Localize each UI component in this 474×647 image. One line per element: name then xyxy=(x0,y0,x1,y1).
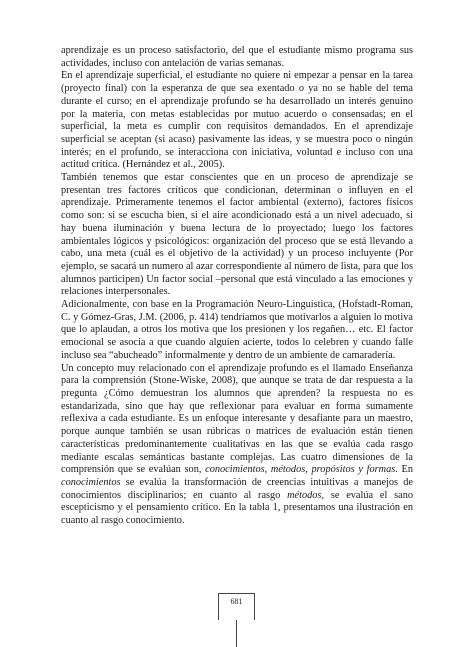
paragraph xyxy=(61,172,413,299)
italic-term: conocimientos, métodos, propósitos y formas xyxy=(205,464,396,476)
footer-rule xyxy=(236,620,237,647)
paragraph xyxy=(61,70,413,172)
paragraph-text: , se evalúa el sano escepticismo y el pensamiento crítico. En la tabla 1, presentamos una ilustración en cuanto al rasgo conocimiento. xyxy=(61,489,413,527)
paragraph-text: Un concepto muy relacionado con el aprendizaje profundo es el llamado Enseñanza para la comprensión (Stone-Wiske, 2008), que aunque se trata de dar respuesta a la pregunta ¿Cómo demuestran los alumnos que aprenden? la respuesta no es estandarizada, sino que hay que reflexionar para evaluar en forma sumamente reflexiva a cada estudiante. Es un enfoque interesante y desafiante para un maestro, porque aunque también se usan rúbricas o matrices de evaluación están tienen características predominantemente cualitativas en las que se evalúa cada rasgo mediante escalas semánticas bastante complejas. Las cuatro dimensiones de la comprensión que se evalúan son, xyxy=(61,362,413,476)
paragraph xyxy=(61,299,413,363)
italic-term: conocimientos xyxy=(61,476,121,488)
paragraph xyxy=(61,45,413,70)
paragraph-text: . En xyxy=(395,464,413,476)
paragraph-text: aprendizaje es un proceso satisfactorio, del que el estudiante mismo programa sus actividades, incluso con antelación de varias semanas. xyxy=(61,45,413,69)
document-body xyxy=(61,45,413,528)
paragraph-text: Adicionalmente, con base en la Programación Neuro-Linguística, (Hofstadt-Roman, C. y Gómez-Gras, J.M. (2006, p. 414) tendríamos que motivarlos a alguien lo motiva que lo aplaudan, a otros los motiva que los presionen y los regañen… etc. El factor emocional se asocia a que cuando alguien acierte, todos lo celebren y cuando falle incluso sea “abucheado” informalmente y dentro de un ambiente de camaradería. xyxy=(61,299,413,361)
paragraph-text: En el aprendizaje superficial, el estudiante no quiere ni empezar a pensar en la tarea (proyecto final) con la esperanza de que sea exentado o ya no se hable del tema durante el curso; en el aprendizaje profundo se ha desarrollado un interés genuino por la materia, con metas establecidas por mutuo acuerdo o consensadas; en el superficial, la meta es cumplir con requisitos demandados. En el aprendizaje superficial se aceptan (si acaso) pasivamente las ideas, y se muestra poco o ningún interés; en el profundo, se interacciona con iniciativa, voluntad e incluso con una actitud crítica. (Hernández et al., 2005). xyxy=(61,70,413,171)
paragraph-text: se evalúa la transformación de creencias intuitivas a manejos de conocimientos disciplinarios; en cuanto al rasgo xyxy=(61,476,413,501)
paragraph xyxy=(61,363,413,528)
page-number: 681 xyxy=(230,597,243,606)
paragraph-text: También tenemos que estar conscientes que en un proceso de aprendizaje se presentan tres factores críticos que condicionan, determinan o influyen en el aprendizaje. Primeramente tenemos el factor ambiental (externo), factores físicos como son: si se escucha bien, si el aire acondicionado está a un nivel adecuado, si hay buena iluminación y buena lectura de lo proyectado; luego los factores ambientales lógicos y psicológicos: organización del proceso que se está llevando a cabo, una meta (cuál es el objetivo de la actividad) y un proceso incluyente (Por ejemplo, se sacará un numero al azar correspondiente al número de lista, para que los alumnos participen) Un factor social –personal que está vinculado a las emociones y relaciones interpersonales. xyxy=(61,172,413,298)
italic-term: métodos xyxy=(287,489,322,501)
